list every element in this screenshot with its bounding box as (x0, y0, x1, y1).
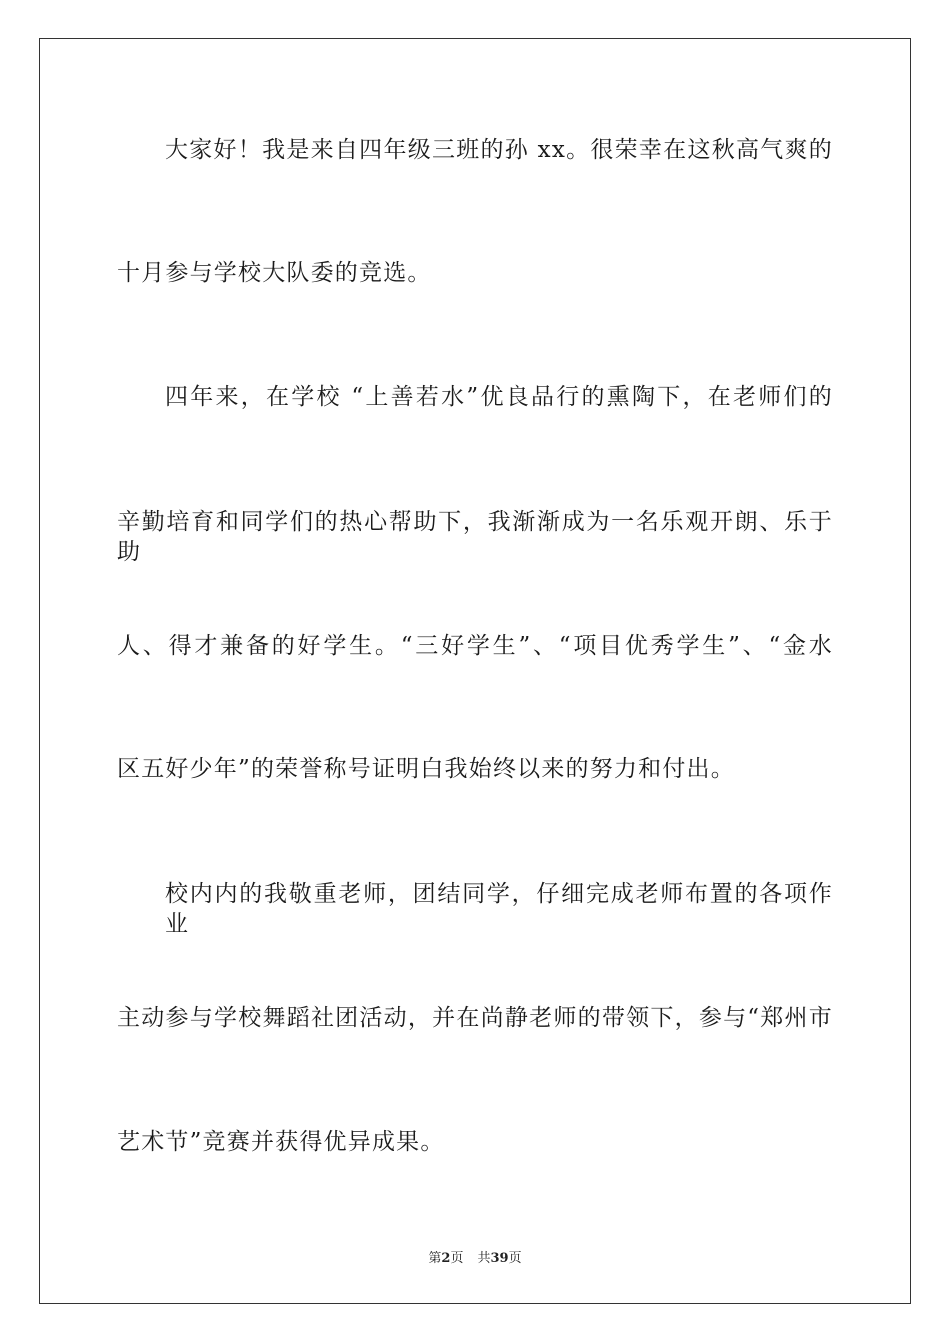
paragraph-2-line-1: 四年来，在学校 “上善若水”优良品行的熏陶下，在老师们的 (165, 384, 833, 410)
paragraph-3-line-1: 校内内的我敬重老师，团结同学，仔细完成老师布置的各项作业 (165, 881, 833, 937)
page-number: 2 (441, 1251, 451, 1266)
paragraph-2-line-3: 人、得才兼备的好学生。“三好学生”、“项目优秀学生”、“金水 (117, 633, 833, 659)
paragraph-2-line-2: 辛勤培育和同学们的热心帮助下，我渐渐成为一名乐观开朗、乐于助 (117, 509, 833, 565)
paragraph-2-line-4: 区五好少年”的荣誉称号证明白我始终以来的努力和付出。 (117, 756, 735, 782)
paragraph-3-line-3: 艺术节”竞赛并获得优异成果。 (117, 1129, 445, 1155)
page-border (39, 38, 911, 1304)
paragraph-1-line-1: 大家好！我是来自四年级三班的孙 xx。很荣幸在这秋高气爽的 (165, 137, 833, 163)
page-suffix: 页 (450, 1251, 464, 1266)
total-suffix: 页 (508, 1251, 522, 1266)
paragraph-3-line-2: 主动参与学校舞蹈社团活动，并在尚静老师的带领下，参与“郑州市 (117, 1005, 833, 1031)
page-footer (0, 1247, 950, 1266)
total-pages: 39 (490, 1251, 509, 1266)
page-prefix: 第 (428, 1251, 442, 1266)
paragraph-1-line-2: 十月参与学校大队委的竞选。 (117, 260, 432, 286)
total-prefix: 共 (477, 1251, 491, 1266)
